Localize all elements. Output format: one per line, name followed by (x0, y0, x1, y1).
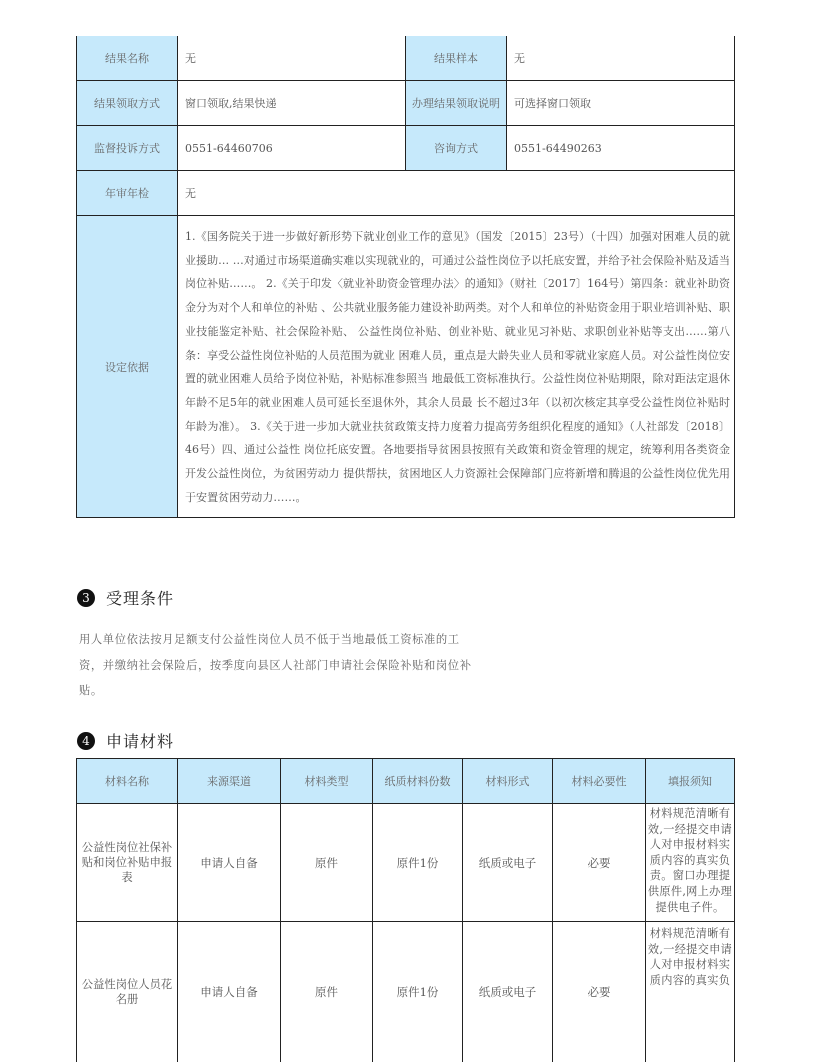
consult-contact-value: 0551-64490263 (507, 126, 735, 171)
pickup-method-label: 结果领取方式 (77, 81, 178, 126)
material-name: 公益性岗位社保补贴和岗位补贴申报表 (77, 804, 178, 922)
material-form: 纸质或电子 (463, 922, 553, 1062)
col-header-type: 材料类型 (281, 759, 373, 804)
annual-review-label: 年审年检 (77, 171, 178, 216)
table-row (77, 216, 735, 518)
material-type: 原件 (281, 804, 373, 922)
material-source: 申请人自备 (178, 804, 281, 922)
table-row (77, 36, 735, 81)
material-necessity: 必要 (553, 922, 646, 1062)
material-paper-copies: 原件1份 (373, 922, 463, 1062)
legal-basis-label: 设定依据 (77, 216, 178, 518)
col-header-source: 来源渠道 (178, 759, 281, 804)
consult-contact-label: 咨询方式 (406, 126, 507, 171)
annual-review-value: 无 (178, 171, 735, 216)
table-row (77, 804, 735, 922)
pickup-note-label: 办理结果领取说明 (406, 81, 507, 126)
table-row (77, 171, 735, 216)
table-row (77, 922, 735, 1062)
pickup-note-value: 可选择窗口领取 (507, 81, 735, 126)
material-notice: 材料规范清晰有效,一经提交申请人对申报材料实质内容的真实负 (646, 922, 735, 1062)
material-necessity: 必要 (553, 804, 646, 922)
col-header-notice: 填报须知 (646, 759, 735, 804)
material-type: 原件 (281, 922, 373, 1062)
section-number-badge: 3 (77, 589, 95, 607)
legal-basis-value: 1.《国务院关于进一步做好新形势下就业创业工作的意见》（国发〔2015〕23号）（十四）加强对困难人员的就业援助… …对通过市场渠道确实难以实现就业的，可通过公益性岗位予以托底安置，并给予社会保险补贴及适当岗位补贴……。 2.《关于印发〈就业补助资金管理办法〉的通知》（财社〔2017〕164号）第四条：就业补助资金分为对个人和单位的补贴 、公共就业服务能力建设补助两类。对个人和单位的补贴资金用于职业培训补贴、职业技能鉴定补贴、社会保险补贴、 公益性岗位补贴、创业补贴、就业见习补贴、求职创业补贴等支出……第八条：享受公益性岗位补贴的人员范围为就业 困难人员，重点是大龄失业人员和零就业家庭人员。对公益性岗位安置的就业困难人员给予岗位补贴，补贴标准参照当 地最低工资标准执行。公益性岗位补贴期限，除对距法定退休年龄不足5年的就业困难人员可延长至退休外，其余人员最 长不超过3年（以初次核定其享受公益性岗位补贴时年龄为准）。 3.《关于进一步加大就业扶贫政策支持力度着力提高劳务组织化程度的通知》（人社部发〔2018〕46号）四、通过公益性 岗位托底安置。各地要指导贫困县按照有关政策和资金管理的规定，统筹利用各类资金开发公益性岗位，为贫困劳动力 提供帮扶，贫困地区人力资源社会保障部门应将新增和腾退的公益性岗位优先用于安置贫困劳动力……。 (178, 216, 735, 518)
complaint-contact-value: 0551-64460706 (178, 126, 406, 171)
col-header-material-name: 材料名称 (77, 759, 178, 804)
result-name-label: 结果名称 (77, 36, 178, 81)
material-form: 纸质或电子 (463, 804, 553, 922)
material-name: 公益性岗位人员花名册 (77, 922, 178, 1062)
col-header-form: 材料形式 (463, 759, 553, 804)
material-paper-copies: 原件1份 (373, 804, 463, 922)
section-application-materials (77, 729, 174, 752)
section-acceptance-conditions (77, 586, 174, 609)
col-header-paper-copies: 纸质材料份数 (373, 759, 463, 804)
result-name-value: 无 (178, 36, 406, 81)
complaint-contact-label: 监督投诉方式 (77, 126, 178, 171)
table-row (77, 126, 735, 171)
result-info-table (76, 36, 735, 518)
material-notice: 材料规范清晰有效,一经提交申请人对申报材料实质内容的真实负责。窗口办理提供原件,网上办理提供电子件。 (646, 804, 735, 922)
materials-table (76, 758, 735, 1062)
material-source: 申请人自备 (178, 922, 281, 1062)
col-header-necessity: 材料必要性 (553, 759, 646, 804)
section-title: 受理条件 (106, 589, 175, 608)
result-sample-label: 结果样本 (406, 36, 507, 81)
table-header-row (77, 759, 735, 804)
pickup-method-value: 窗口领取,结果快递 (178, 81, 406, 126)
acceptance-conditions-text: 用人单位依法按月足额支付公益性岗位人员不低于当地最低工资标准的工资，并缴纳社会保险后，按季度向县区人社部门申请社会保险补贴和岗位补贴。 (79, 633, 472, 697)
section-title: 申请材料 (106, 732, 175, 751)
table-row (77, 81, 735, 126)
section-number-badge: 4 (77, 732, 95, 750)
result-sample-value: 无 (507, 36, 735, 81)
